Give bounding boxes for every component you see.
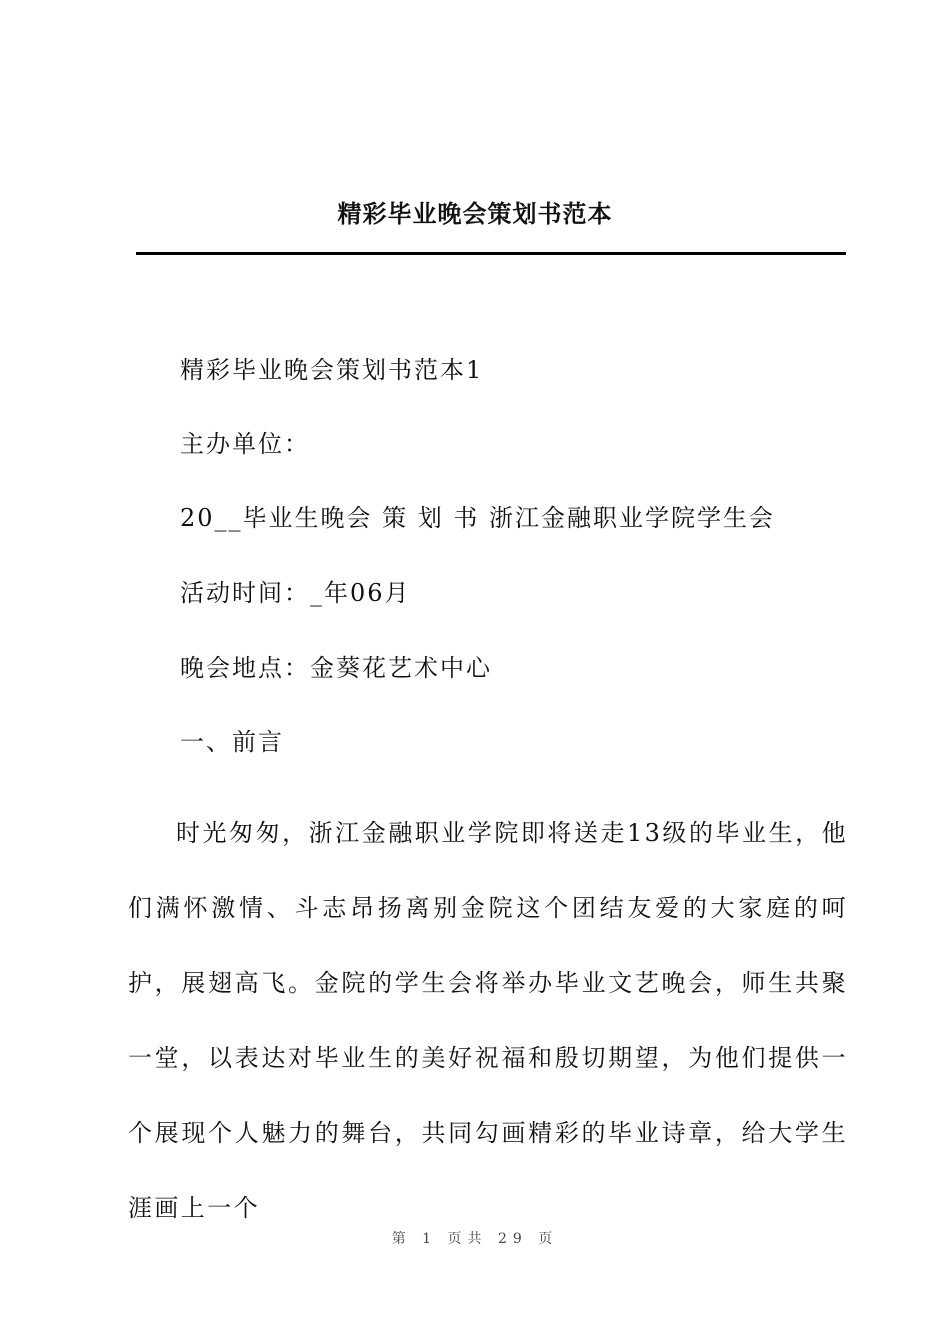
title-divider xyxy=(136,252,846,255)
organizer-label: 主办单位： xyxy=(180,430,310,458)
section-heading: 精彩毕业晚会策划书范本1 xyxy=(180,356,484,384)
preface-paragraph: 时光匆匆，浙江金融职业学院即将送走13级的毕业生，他们满怀激情、斗志昂扬离别金院这个团结友爱的大家庭的呵护，展翅高飞。金院的学生会将举办毕业文艺晚会，师生共聚一堂，以表达对毕业生的美好祝福和殷切期望，为他们提供一个展现个人魅力的舞台，共同勾画精彩的毕业诗章，给大学生涯画上一个 xyxy=(128,819,848,1222)
document-title: 精彩毕业晚会策划书范本 xyxy=(337,199,613,228)
event-venue: 晚会地点：金葵花艺术中心 xyxy=(180,654,492,682)
event-time: 活动时间：_年06月 xyxy=(180,579,411,607)
preface-heading: 一、前言 xyxy=(180,728,284,756)
page-number: 第 1 页共 29 页 xyxy=(391,1231,559,1247)
plan-title-line: 20__毕业生晚会 策 划 书 浙江金融职业学院学生会 xyxy=(180,504,776,532)
